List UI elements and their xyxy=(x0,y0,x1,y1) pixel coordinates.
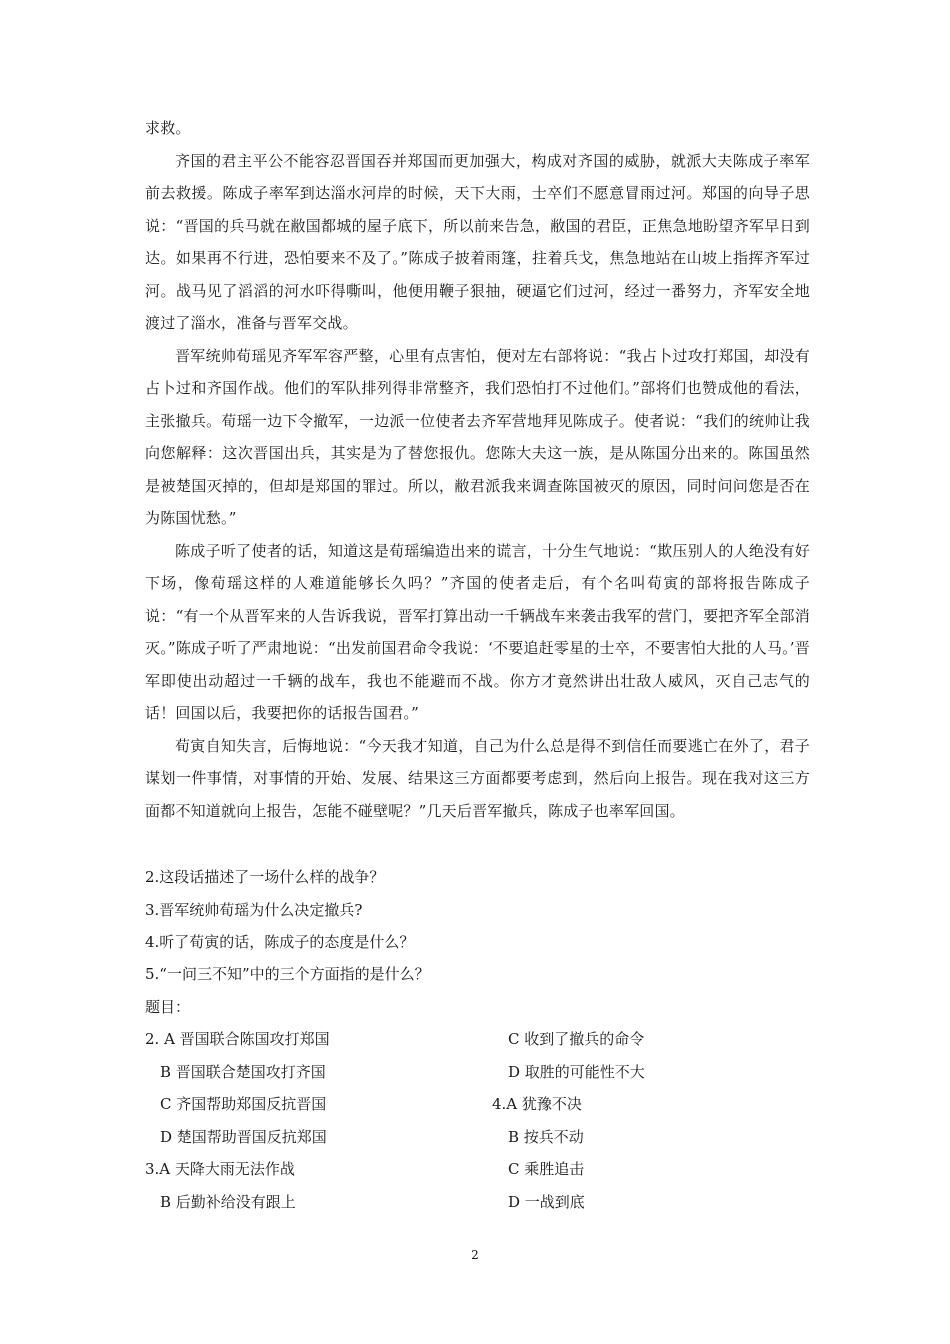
paragraph: 陈成子听了使者的话，知道这是荀瑶编造出来的谎言，十分生气地说：“欺压别人的人绝没有好下场，像荀瑶这样的人难道能够长久吗？”齐国的使者走后，有个名叫荀寅的部将报告陈成子说：“有一个从晋军来的人告诉我说，晋军打算出动一千辆战车来袭击我军的营门，要把齐军全部消灭。”陈成子听了严肃地说：“出发前国君命令我说：‘不要追赶零星的士卒，不要害怕大批的人马。’晋军即使出动超过一千辆的战车，我也不能避而不战。你方才竟然讲出壮敌人威风，灭自己志气的话！回国以后，我要把你的话报告国君。” xyxy=(145,541,810,722)
option-4c: C 乘胜追击 xyxy=(508,1160,585,1178)
page-number: 2 xyxy=(471,1248,479,1262)
question-5: 5.“一问三不知”中的三个方面指的是什么？ xyxy=(145,965,430,983)
option-2c: C 齐国帮助郑国反抗晋国 xyxy=(160,1095,327,1113)
question-3: 3.晋军统帅荀瑶为什么决定撤兵? xyxy=(145,901,363,919)
option-2a: 2. A 晋国联合陈国攻打郑国 xyxy=(145,1030,330,1048)
option-4b: B 按兵不动 xyxy=(508,1128,584,1146)
option-3b: B 后勤补给没有跟上 xyxy=(160,1193,296,1211)
options-heading: 题目： xyxy=(145,998,191,1016)
paragraph: 荀寅自知失言，后悔地说：“今天我才知道，自己为什么总是得不到信任而要逃亡在外了，君子谋划一件事情，对事情的开始、发展、结果这三方面都要考虑到，然后向上报告。现在我对这三方面都不知道就向上报告，怎能不碰壁呢？”几天后晋军撤兵，陈成子也率军回国。 xyxy=(145,736,810,820)
option-2d: D 楚国帮助晋国反抗郑国 xyxy=(160,1128,327,1146)
paragraph-continuation: 求救。 xyxy=(145,119,191,137)
option-4a: 4.A 犹豫不决 xyxy=(492,1095,582,1113)
option-4d: D 一战到底 xyxy=(508,1193,585,1211)
option-2b: B 晋国联合楚国攻打齐国 xyxy=(160,1063,326,1081)
paragraph: 晋军统帅荀瑶见齐军军容严整，心里有点害怕，便对左右部将说：“我占卜过攻打郑国，却没有占卜过和齐国作战。他们的军队排列得非常整齐，我们恐怕打不过他们。”部将们也赞成他的看法，主张撤兵。荀瑶一边下令撤军，一边派一位使者去齐军营地拜见陈成子。使者说：“我们的统帅让我向您解释：这次晋国出兵，其实是为了替您报仇。您陈大夫这一族，是从陈国分出来的。陈国虽然是被楚国灭掉的，但却是郑国的罪过。所以，敝君派我来调查陈国被灭的原因，同时问问您是否在为陈国忧愁。” xyxy=(145,346,810,527)
option-3d: D 取胜的可能性不大 xyxy=(508,1063,645,1081)
question-2: 2.这段话描述了一场什么样的战争？ xyxy=(145,868,385,886)
question-4: 4.听了荀寅的话，陈成子的态度是什么？ xyxy=(145,933,415,951)
option-3c: C 收到了撤兵的命令 xyxy=(508,1030,645,1048)
paragraph: 齐国的君主平公不能容忍晋国吞并郑国而更加强大，构成对齐国的威胁，就派大夫陈成子率军前去救援。陈成子率军到达淄水河岸的时候，天下大雨，士卒们不愿意冒雨过河。郑国的向导子思说：“晋国的兵马就在敝国都城的屋子底下，所以前来告急，敝国的君臣，正焦急地盼望齐军早日到达。如果再不行进，恐怕要来不及了。”陈成子披着雨篷，拄着兵戈，焦急地站在山坡上指挥齐军过河。战马见了滔滔的河水吓得嘶叫，他便用鞭子狠抽，硬逼它们过河，经过一番努力，齐军安全地渡过了淄水，准备与晋军交战。 xyxy=(145,151,810,332)
option-3a: 3.A 天降大雨无法作战 xyxy=(145,1160,295,1178)
passage-body xyxy=(145,112,810,827)
